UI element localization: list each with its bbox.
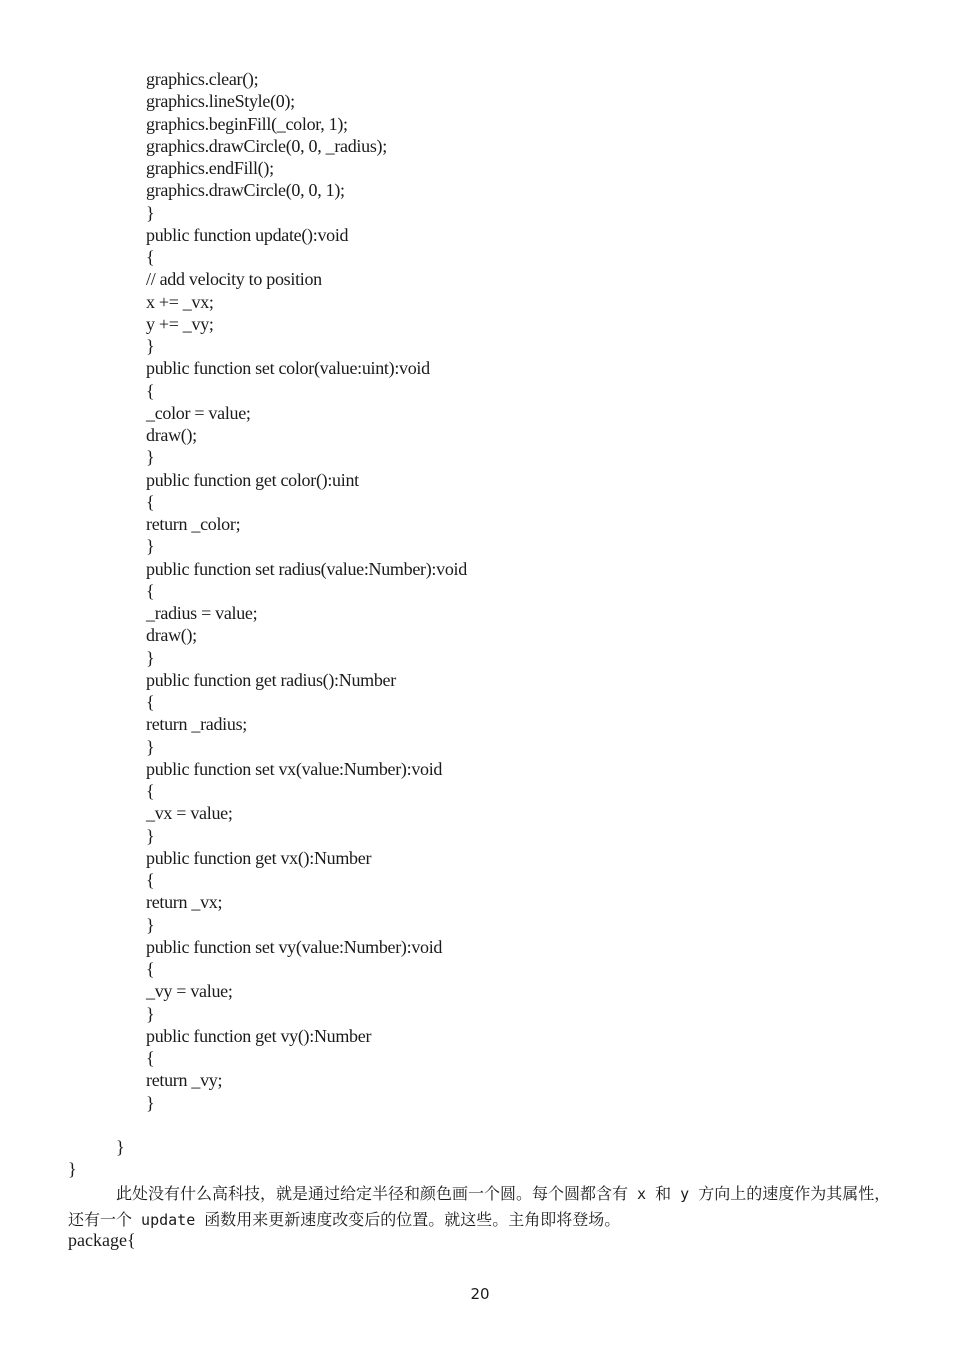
code-line: public function get vy():Number [146,1025,372,1046]
code-line: } [146,1092,155,1113]
code-line: } [146,1003,155,1024]
paragraph-text [68,1181,898,1233]
code-line: { [146,580,155,601]
class-closing-brace: } [116,1137,125,1157]
code-line: graphics.clear(); [146,69,259,89]
code-line: } [146,202,155,223]
code-line: graphics.beginFill(_color, 1); [146,113,348,134]
code-line: _radius = value; [146,603,258,623]
code-line: graphics.endFill(); [146,158,274,178]
prose-segment: 方向上的速度作为其属性，还有一个 [68,1184,891,1229]
prose-segment: 和 [655,1184,672,1203]
package-declaration: package{ [68,1230,136,1250]
inline-code-y: y [671,1185,699,1203]
code-line: { [146,1048,155,1068]
package-closing-brace: } [68,1159,77,1179]
code-line: } [146,736,155,757]
code-line: { [146,380,155,401]
code-line: } [146,447,155,468]
inline-code-update: update [132,1211,205,1229]
code-line: _vx = value; [146,803,233,824]
code-line: { [146,959,155,979]
inline-code-x: x [628,1185,656,1203]
code-line: public function set vy(value:Number):void [146,936,443,957]
code-line: x += _vx; [146,291,214,312]
code-line: } [146,825,155,846]
code-line: { [146,781,155,801]
code-line: } [146,336,155,356]
prose-segment: 此处没有什么高科技，就是通过给定半径和颜色画一个圆。每个圆都含有 [116,1184,629,1203]
code-line: graphics.drawCircle(0, 0, 1); [146,180,345,201]
code-line: } [146,536,155,557]
prose-segment: 函数用来更新速度改变后的位置。就这些。主角即将登场。 [204,1210,621,1229]
code-line: return _vy; [146,1070,223,1091]
code-line: { [146,692,155,712]
code-line: draw(); [146,425,197,445]
code-line: { [146,247,155,267]
code-line: _vy = value; [146,981,233,1002]
code-line: public function get color():uint [146,469,359,490]
code-line: graphics.drawCircle(0, 0, _radius); [146,135,387,156]
page-number: 20 [470,1285,490,1303]
code-listing [146,68,467,1114]
code-line: public function set vx(value:Number):void [146,758,443,779]
code-line: return _vx; [146,892,223,913]
code-line: graphics.lineStyle(0); [146,91,295,112]
code-line: return _color; [146,514,241,534]
code-line: draw(); [146,625,197,646]
code-line: y += _vy; [146,313,214,334]
code-line: public function update():void [146,224,349,245]
code-line: { [146,870,155,890]
code-line: public function set radius(value:Number):void [146,558,467,579]
code-line: public function set color(value:uint):void [146,358,430,379]
explanation-paragraph [68,1181,898,1233]
code-line: { [146,491,155,512]
code-line: return _radius; [146,714,247,735]
code-line: } [146,647,155,668]
code-line: public function get radius():Number [146,669,396,690]
code-line: public function get vx():Number [146,847,372,868]
code-line: _color = value; [146,402,251,423]
code-line: } [146,914,155,935]
code-line: // add velocity to position [146,269,322,290]
